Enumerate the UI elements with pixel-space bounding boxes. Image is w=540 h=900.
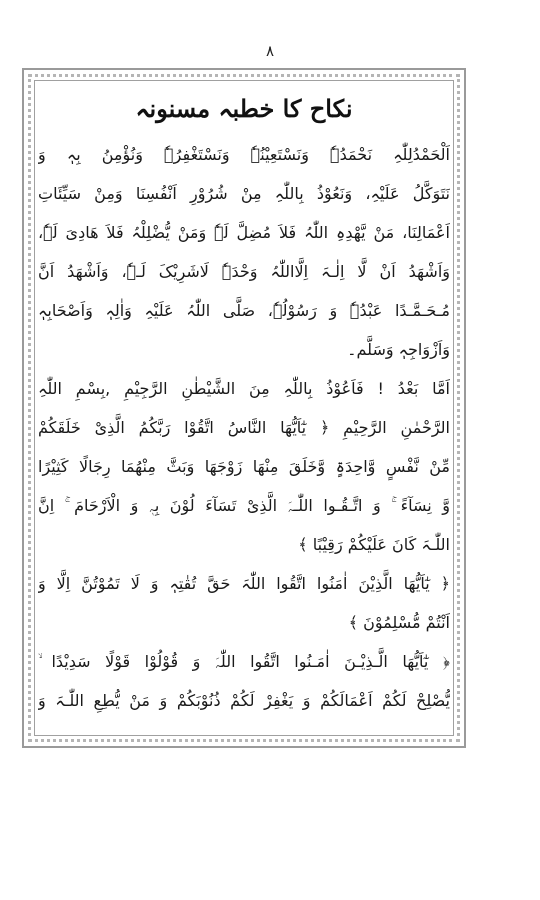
text-line: اَلْحَمْدُلِلّٰہِ نَحْمَدُہٗ وَنَسْتَعِیْنُہٗ وَنَسْتَغْفِرُہٗ وَنُؤْمِنُ بِہٖ وَ xyxy=(38,145,450,164)
page-number: ۸ xyxy=(265,42,275,60)
text-line: ﴿ یٰٓاَیُّھَا الَّـذِیْـنَ اٰمَـنُوا اتَّقُوا اللّٰہَ وَ قُوْلُوْا قَوْلًا سَدِیْدًا ۙ xyxy=(38,652,450,671)
paragraph-verse-taqwa xyxy=(38,564,450,642)
text-line: یُّصْلِحْ لَکُمْ اَعْمَالَکُمْ وَ یَغْفِرْ لَکُمْ ذُنُوْبَکُمْ وَ مَنْ یُّطِعِ اللّٰـہَ وَ xyxy=(38,691,450,710)
paragraph-verse-qawl xyxy=(38,642,450,720)
text-line: الرَّحْمٰنِ الرَّحِیْمِ ﴿ یٰٓاَیُّھَا النَّاسُ اتَّقُوْا رَبَّکُمُ الَّذِیْ خَلَقَکُمْ xyxy=(38,418,450,437)
text-line: اَمَّا بَعْدُ ! فَاَعُوْذُ بِاللّٰہِ مِنَ الشَّیْطٰنِ الرَّجِیْمِ ,بِسْمِ اللّٰہِ xyxy=(38,379,450,398)
text-line: اَعْمَالِنَا، مَنْ یَّھْدِہِ اللّٰہُ فَلاَ مُضِلَّ لَہٗ وَمَنْ یُّضْلِلْہُ فَلاَ ھَادِیَ لَہٗ، xyxy=(38,223,450,242)
text-line: اَنْتُمْ مُّسْلِمُوْنَ ﴾ xyxy=(348,613,450,632)
text-line: ﴿ یٰٓاَیُّھَا الَّذِیْنَ اٰمَنُوا اتَّقُوا اللّٰہَ حَقَّ تُقٰتِہٖ وَ لَا تَمُوْتُنَّ اِلَّا وَ xyxy=(38,574,450,593)
paragraph-amma-bad xyxy=(38,369,450,564)
text-line: وَاَشْھَدُ اَنْ لَّا اِلٰـہَ اِلَّااللّٰہُ وَحْدَہٗ لَاشَرِیْکَ لَـہٗ، وَاَشْھَدُ اَنَّ xyxy=(38,262,450,281)
sermon-text-block xyxy=(38,84,450,736)
text-line: مُـحَـمَّـدًا عَبْدُہٗ وَ رَسُوْلُہٗ، صَلَّی اللّٰہُ عَلَیْہِ وَاٰلِہٖ وَاَصْحَابِہٖ xyxy=(38,301,450,320)
text-line: وَّ نِسَآءً ۚ وَ اتَّـقُـوا اللّٰـہَ الَّذِیْ تَسَآءَ لُوْنَ بِہٖ وَ الْاَرْحَامَ ۚ اِنَّ xyxy=(38,496,450,515)
text-line: وَاَزْوَاجِہٖ وَسَلَّم۔ xyxy=(347,340,450,359)
text-line: اللّٰـہَ کَانَ عَلَیْکُمْ رَقِیْبًا ﴾ xyxy=(298,535,450,554)
sermon-title: نکاح کا خطبہ مسنونہ xyxy=(135,94,353,123)
text-line: نَتَوَکَّلُ عَلَیْہِ، وَنَعُوْذُ بِاللّٰہِ مِنْ شُرُوْرِ اَنْفُسِنَا وَمِنْ سَیِّئَاتِ xyxy=(38,184,450,203)
text-line: مِّنْ نَّفْسٍ وَّاحِدَۃٍ وَّخَلَقَ مِنْھَا زَوْجَھَا وَبَثَّ مِنْھُمَا رِجَالًا کَثِیْرًا xyxy=(38,457,450,476)
paragraph-praise xyxy=(38,135,450,369)
